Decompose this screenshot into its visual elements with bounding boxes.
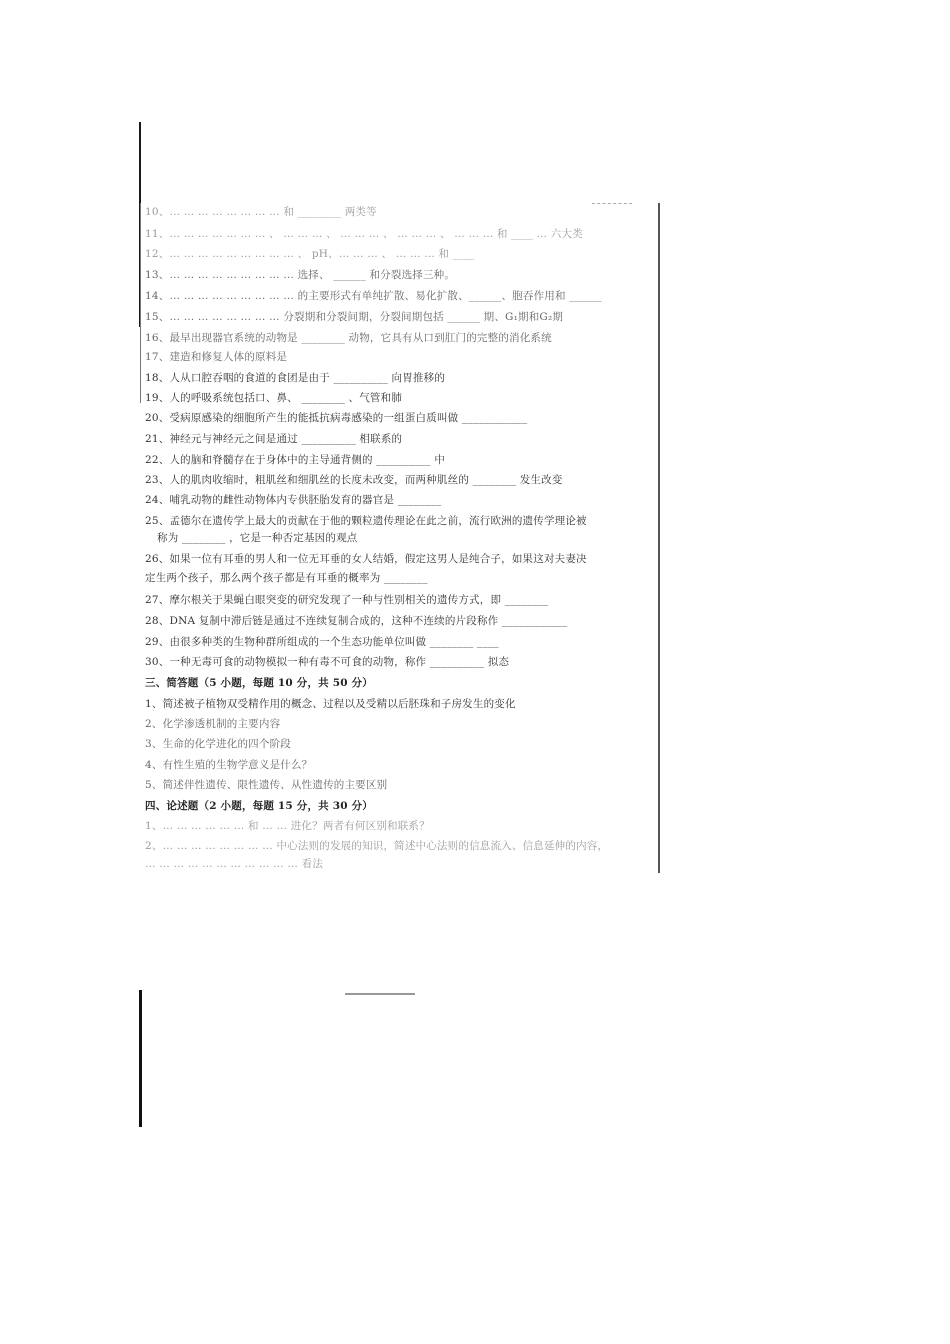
question-21: 21、神经元与神经元之间是通过 __________ 相联系的	[145, 433, 403, 445]
question-20: 20、受病原感染的细胞所产生的能抵抗病毒感染的一组蛋白质叫做 ____________	[145, 412, 528, 424]
question-30: 30、一种无毒可食的动物模拟一种有毒不可食的动物，称作 __________ 拟态	[145, 656, 510, 668]
short-answer-5: 5、简述伴性遗传、限性遗传、从性遗传的主要区别	[145, 779, 388, 791]
question-15: 15、… … … … … … … … 分裂期和分裂间期，分裂间期包括 ______ 期、G₁期和G₂期	[145, 311, 564, 323]
question-18: 18、人从口腔吞咽的食道的食团是由于 __________ 向胃推移的	[145, 372, 446, 384]
question-12: 12、… … … … … … … … … 、 pH、… … … 、 … … … 和 ____	[145, 248, 475, 260]
question-14: 14、… … … … … … … … … 的主要形式有单纯扩散、易化扩散、______、胞吞作用和 ______	[145, 290, 602, 302]
short-answer-2: 2、化学渗透机制的主要内容	[145, 718, 281, 730]
essay-2-cont: … … … … … … … … … … … 看法	[145, 858, 324, 870]
question-25-cont: 称为 ________ ，它是一种否定基因的观点	[157, 532, 358, 544]
left-margin-rule-bottom	[139, 990, 142, 1127]
scan-mark	[345, 993, 415, 995]
question-26-cont: 定生两个孩子，那么两个孩子都是有耳垂的概率为 ________	[145, 572, 428, 584]
short-answer-4: 4、有性生殖的生物学意义是什么？	[145, 759, 313, 771]
question-25: 25、孟德尔在遗传学上最大的贡献在于他的颗粒遗传理论在此之前，流行欧洲的遗传学理论被	[145, 515, 587, 527]
section-4-heading: 四、论述题（2 小题，每题 15 分，共 30 分）	[145, 800, 374, 812]
question-17: 17、建造和修复人体的原料是	[145, 351, 288, 363]
question-13: 13、… … … … … … … … … 选择、 ______ 和分裂选择三种。	[145, 269, 456, 281]
question-28: 28、DNA 复制中滞后链是通过不连续复制合成的，这种不连续的片段称作 ____________	[145, 615, 568, 627]
question-22: 22、人的脑和脊髓存在于身体中的主导通背侧的 __________ 中	[145, 454, 446, 466]
essay-1: 1、… … … … … … 和 … … 进化？两者有何区别和联系？	[145, 820, 430, 832]
question-16: 16、最早出现器官系统的动物是 ________ 动物，它具有从口到肛门的完整的消化系统	[145, 332, 552, 344]
question-27: 27、摩尔根关于果蝇白眼突变的研究发现了一种与性别相关的遗传方式，即 ________	[145, 594, 549, 606]
question-24: 24、哺乳动物的雌性动物体内专供胚胎发育的器官是 ________	[145, 494, 442, 506]
question-11: 11、… … … … … … … 、 … … … 、 … … … 、 … … … 、 … … … 和 ____ … 六大类	[145, 228, 583, 240]
question-23: 23、人的肌肉收缩时，粗肌丝和细肌丝的长度未改变，而两种肌丝的 ________ 发生改变	[145, 474, 563, 486]
exam-page	[141, 203, 660, 873]
question-26: 26、如果一位有耳垂的男人和一位无耳垂的女人结婚，假定这男人是纯合子，如果这对夫妻决	[145, 553, 587, 565]
short-answer-3: 3、生命的化学进化的四个阶段	[145, 738, 291, 750]
question-10: 10、… … … … … … … … 和 ________ 两类等	[145, 206, 377, 218]
essay-2: 2、… … … … … … … … 中心法则的发展的知识，简述中心法则的信息流入、信息延伸的内容，	[145, 840, 609, 852]
question-29: 29、由很多种类的生物种群所组成的一个生态功能单位叫做 ________ ____	[145, 636, 499, 648]
short-answer-1: 1、简述被子植物双受精作用的概念、过程以及受精以后胚珠和子房发生的变化	[145, 698, 516, 710]
section-3-heading: 三、简答题（5 小题，每题 10 分，共 50 分）	[145, 677, 374, 689]
question-19: 19、人的呼吸系统包括口、鼻、 ________ 、气管和肺	[145, 392, 403, 404]
